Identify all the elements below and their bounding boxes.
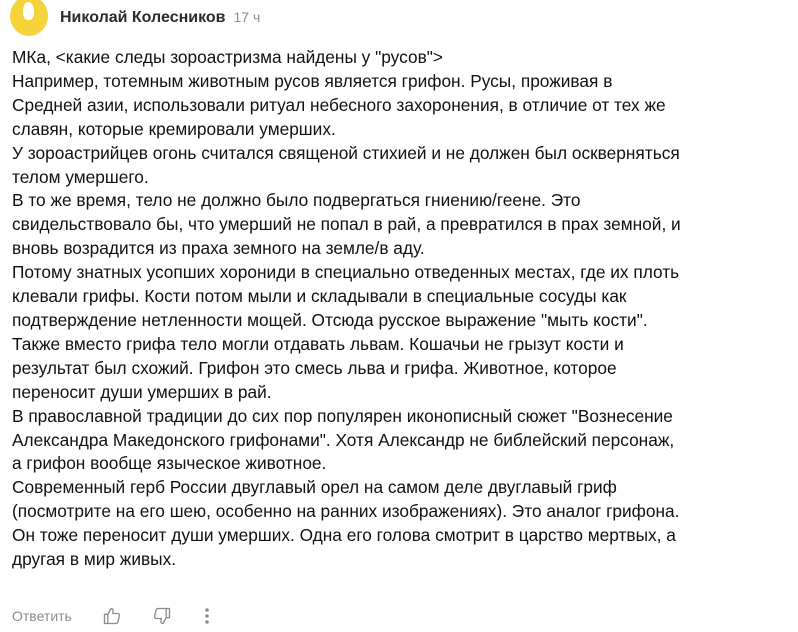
comment-line: Средней азии, использовали ритуал небесного захоронения, в отличие от тех же <box>12 94 666 115</box>
comment-line: славян, которые кремировали умерших. <box>12 118 336 139</box>
comment-line: У зороастрийцев огонь считался священой стихией и не должен был оскверняться <box>12 142 680 163</box>
comment-body <box>12 46 788 572</box>
comment-line: вновь возрадится из праха земного на земле/в аду. <box>12 238 425 259</box>
comment-line: В то же время, тело не должно было подвергаться гниению/геене. Это <box>12 190 581 211</box>
comment-line: В православной традиции до сих пор популярен иконописный сюжет "Вознесение <box>12 405 673 426</box>
more-button[interactable] <box>202 606 212 626</box>
avatar[interactable] <box>10 0 48 36</box>
dislike-button[interactable] <box>152 606 172 626</box>
comment-line: МКа, <какие следы зороастризма найдены у "русов"> <box>12 47 443 67</box>
author-name[interactable]: Николай Колесников <box>60 9 226 26</box>
comment-line: Он тоже переносит души умерших. Одна его голова смотрит в царство мертвых, а <box>12 525 676 546</box>
thumbs-up-icon <box>102 606 122 626</box>
thumbs-down-icon <box>152 606 172 626</box>
comment-line: Например, тотемным животным русов является грифон. Русы, проживая в <box>12 70 613 91</box>
more-vertical-icon <box>202 606 212 626</box>
comment-line: Потому знатных усопших хорониди в специально отведенных местах, где их плоть <box>12 262 680 283</box>
comment-header <box>60 9 260 33</box>
comment-line: другая в мир живых. <box>12 549 177 570</box>
comment-line: переносит души умерших в рай. <box>12 381 272 402</box>
comment-line: клевали грифы. Кости потом мыли и складывали в специальные сосуды как <box>12 286 627 307</box>
like-button[interactable] <box>102 606 122 626</box>
comment-actions <box>12 604 212 628</box>
comment-time: 17 ч <box>233 9 261 25</box>
comment-line: Александра Македонского грифонами". Хотя Александр не библейский персонаж, <box>12 429 675 450</box>
reply-button[interactable]: Ответить <box>12 608 72 624</box>
comment-line: результат был схожий. Грифон это смесь льва и грифа. Животное, которое <box>12 357 617 378</box>
avatar-figure <box>23 2 34 20</box>
comment-line: Современный герб России двуглавый орел на самом деле двуглавый гриф <box>12 477 617 498</box>
comment-line: телом умершего. <box>12 166 149 187</box>
comment-line: (посмотрите на его шею, особенно на ранних изображениях). Это аналог грифона. <box>12 501 680 522</box>
comment-line: свидельствовало бы, что умерший не попал в рай, а превратился в прах земной, и <box>12 214 681 235</box>
comment-line: а грифон вообще языческое животное. <box>12 453 327 474</box>
comment-line: подтверждение нетленности мощей. Отсюда русское выражение "мыть кости". <box>12 309 648 330</box>
comment-line: Также вместо грифа тело могли отдавать львам. Кошачьи не грызут кости и <box>12 333 624 354</box>
